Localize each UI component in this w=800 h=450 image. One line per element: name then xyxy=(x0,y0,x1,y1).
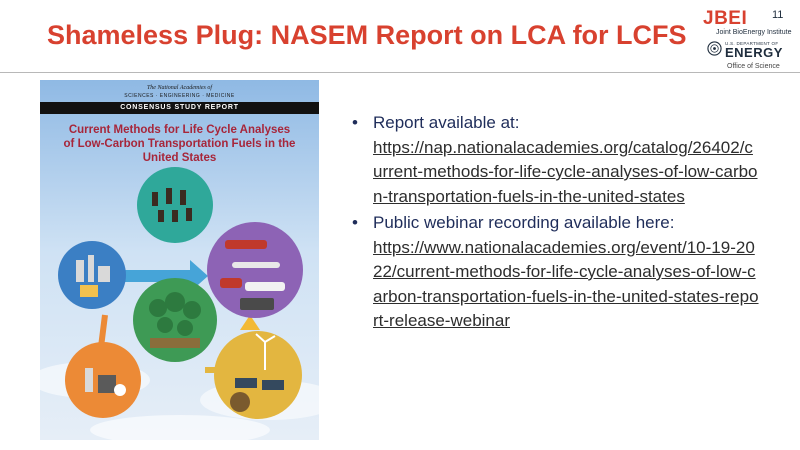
jbei-subtitle: Joint BioEnergy Institute xyxy=(716,29,792,36)
jbei-logo: JBEI xyxy=(703,8,748,29)
slide-title: Shameless Plug: NASEM Report on LCA for LCFS xyxy=(47,20,687,50)
title-divider xyxy=(0,72,800,73)
office-of-science-text: Office of Science xyxy=(727,63,780,70)
bullet-dot-icon: • xyxy=(352,113,358,132)
cover-organization: The National Academies of xyxy=(146,85,213,91)
doe-energy-text: ENERGY xyxy=(725,45,783,60)
bullet-report-text: Report available at: xyxy=(373,113,520,132)
doe-seal-icon xyxy=(707,41,722,56)
report-cover-image xyxy=(40,80,319,440)
cover-organization-sub: SCIENCES · ENGINEERING · MEDICINE xyxy=(124,93,235,99)
slide-number: 11 xyxy=(772,9,784,21)
webinar-link[interactable]: https://www.nationalacademies.org/event/10-19-2022/current-methods-for-life-cycle-analyses-of-low-carbon-transportation-fuels-in-the-united-states-report-release-webinar xyxy=(373,237,759,330)
doe-department-text: U.S. DEPARTMENT OF xyxy=(725,41,779,46)
cover-band: CONSENSUS STUDY REPORT xyxy=(40,102,319,114)
bullet-dot-icon: • xyxy=(352,213,358,232)
cover-title: Current Methods for Life Cycle Analyses of Low-Carbon Transportation Fuels in the United States xyxy=(63,124,296,164)
bullet-list xyxy=(352,111,762,334)
report-link[interactable]: https://nap.nationalacademies.org/catalog/26402/current-methods-for-life-cycle-analyses-of-low-carbon-transportation-fuels-in-the-united-states xyxy=(373,137,758,206)
bullet-webinar xyxy=(352,211,762,334)
bullet-report xyxy=(352,111,762,209)
bullet-webinar-text: Public webinar recording available here: xyxy=(373,213,675,232)
